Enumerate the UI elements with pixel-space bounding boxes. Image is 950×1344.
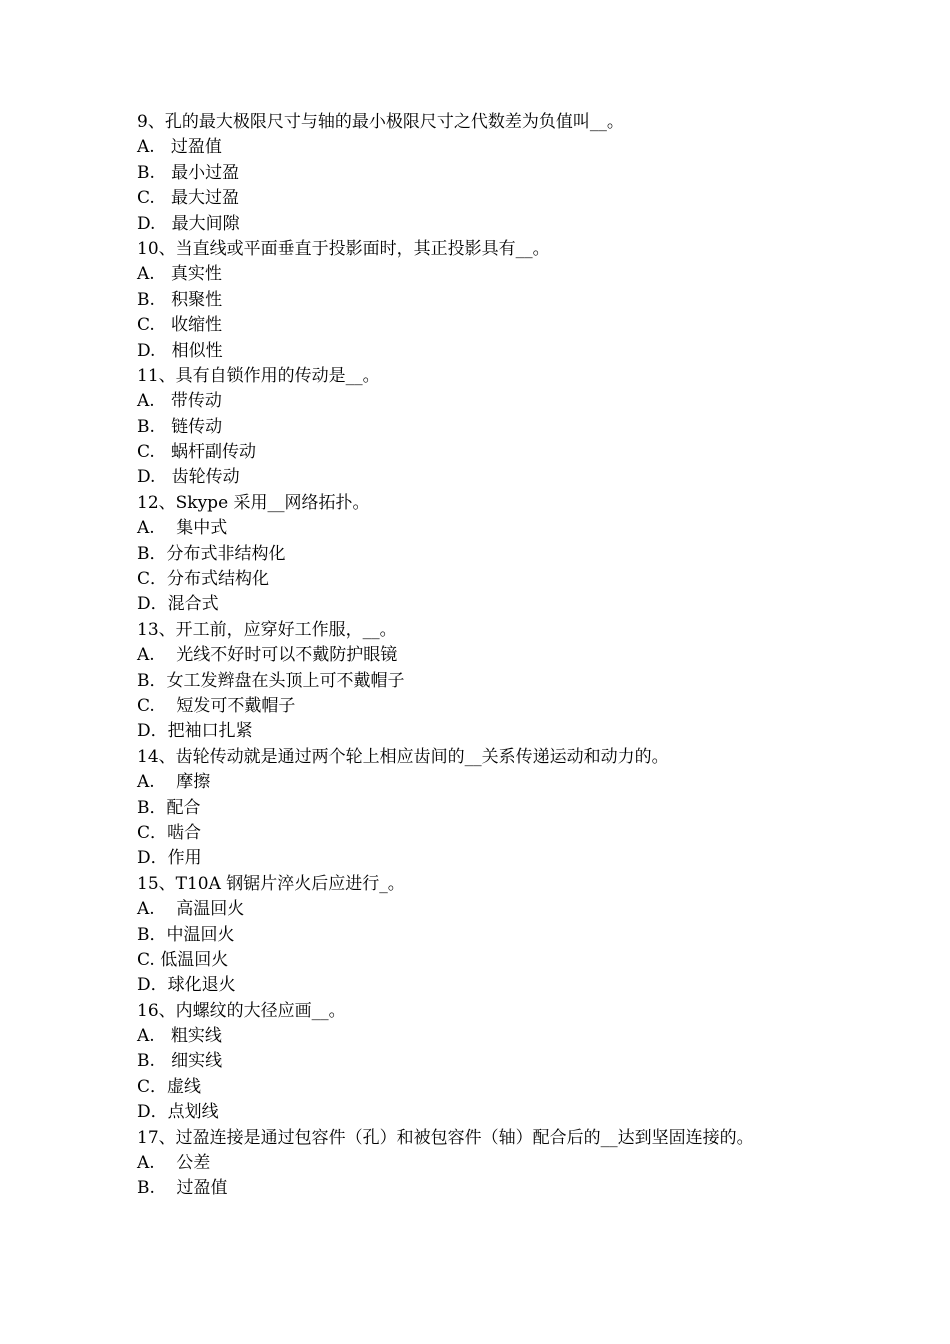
option-d: D．点划线 (137, 1102, 219, 1123)
option-d: D．混合式 (137, 594, 219, 615)
option-b: B．配合 (137, 797, 201, 818)
question-stem: 13、开工前，应穿好工作服，__。 (137, 619, 397, 640)
option-d: D. 相似性 (137, 340, 223, 361)
question-stem: 9、孔的最大极限尺寸与轴的最小极限尺寸之代数差为负值叫__。 (137, 112, 624, 132)
option-b: B. 细实线 (137, 1051, 223, 1072)
option-d: D. 最大间隙 (137, 213, 240, 234)
option-a: A. 粗实线 (137, 1026, 222, 1047)
option-c: C. 收缩性 (137, 315, 223, 336)
question-17 (137, 1126, 897, 1202)
option-b: B. 链传动 (137, 416, 223, 437)
option-a: A. 真实性 (137, 264, 222, 285)
option-b: B. 积聚性 (137, 289, 223, 310)
option-c: C. 短发可不戴帽子 (137, 695, 296, 716)
option-b: B. 过盈值 (137, 1178, 228, 1199)
option-d: D. 齿轮传动 (137, 467, 240, 488)
question-13 (137, 618, 897, 745)
question-16 (137, 999, 897, 1126)
option-a: A. 过盈值 (137, 137, 222, 158)
option-b: B．分布式非结构化 (137, 543, 286, 564)
option-a: A. 集中式 (137, 518, 228, 539)
question-stem: 10、当直线或平面垂直于投影面时，其正投影具有__。 (137, 238, 550, 259)
option-a: A. 摩擦 (137, 772, 211, 793)
question-stem: 15、T10A 钢锯片淬火后应进行_。 (137, 873, 405, 894)
option-d: D．作用 (137, 848, 202, 869)
option-a: A. 高温回火 (137, 899, 245, 920)
option-b: B．女工发辫盘在头顶上可不戴帽子 (137, 670, 405, 691)
question-stem: 11、具有自锁作用的传动是__。 (137, 365, 380, 386)
option-c: C．虚线 (137, 1076, 202, 1097)
option-a: A. 公差 (137, 1153, 211, 1174)
question-9 (137, 110, 897, 237)
option-c: C. 最大过盈 (137, 188, 240, 209)
option-c: C．分布式结构化 (137, 569, 270, 590)
option-c: C. 蜗杆副传动 (137, 442, 257, 463)
question-14 (137, 745, 897, 872)
document-page (137, 110, 897, 1202)
option-a: A. 带传动 (137, 391, 222, 412)
question-11 (137, 364, 897, 491)
question-12 (137, 491, 897, 618)
question-stem: 16、内螺纹的大径应画__。 (137, 1000, 346, 1021)
option-c: C. 低温回火 (137, 949, 229, 970)
option-b: B．中温回火 (137, 924, 235, 945)
question-10 (137, 237, 897, 364)
question-stem: 17、过盈连接是通过包容件（孔）和被包容件（轴）配合后的__达到坚固连接的。 (137, 1127, 754, 1148)
question-stem: 14、齿轮传动就是通过两个轮上相应齿间的__关系传递运动和动力的。 (137, 746, 669, 767)
option-d: D．球化退火 (137, 975, 236, 996)
option-c: C．啮合 (137, 822, 202, 843)
question-stem: 12、Skype 采用__网络拓扑。 (137, 492, 370, 513)
question-15 (137, 872, 897, 999)
option-a: A. 光线不好时可以不戴防护眼镜 (137, 645, 398, 666)
option-d: D．把袖口扎紧 (137, 721, 253, 742)
option-b: B. 最小过盈 (137, 162, 240, 183)
